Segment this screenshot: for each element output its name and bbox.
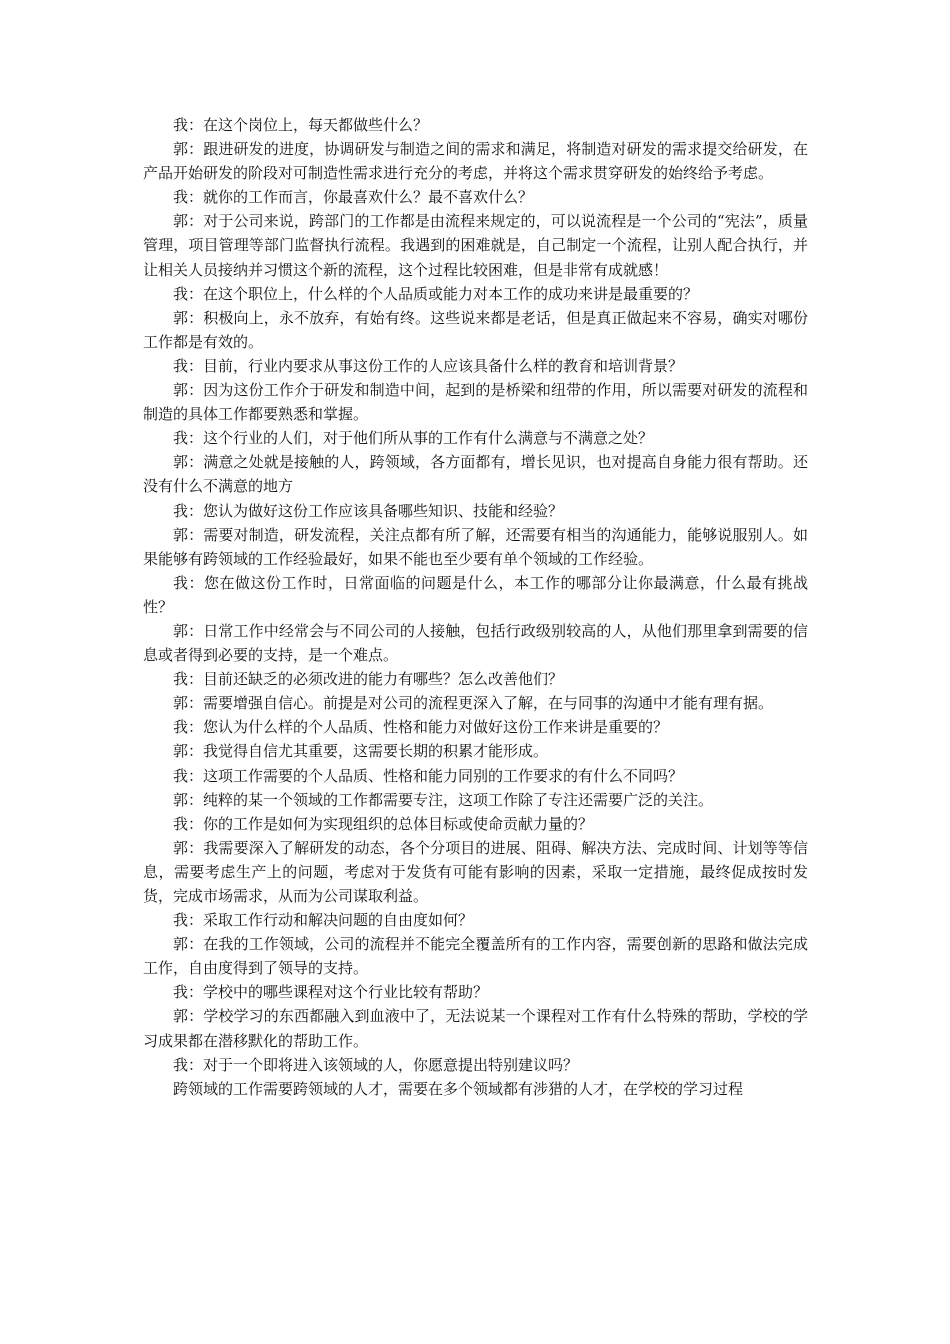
interview-paragraph: 郭：满意之处就是接触的人，跨领域，各方面都有，增长见识，也对提高自身能力很有帮助。还没有什么不满意的地方 <box>143 453 808 496</box>
interview-paragraph: 郭：积极向上，永不放弃，有始有终。这些说来都是老话，但是真正做起来不容易，确实对哪份工作都是有效的。 <box>143 308 808 351</box>
interview-paragraph: 我：您在做这份工作时，日常面临的问题是什么，本工作的哪部分让你最满意，什么最有挑战性？ <box>143 573 808 616</box>
interview-paragraph: 我：你的工作是如何为实现组织的总体目标或使命贡献力量的？ <box>173 814 594 833</box>
interview-paragraph: 郭：需要对制造，研发流程，关注点都有所了解，还需要有相当的沟通能力，能够说服别人。如果能够有跨领域的工作经验最好，如果不能也至少要有单个领域的工作经验。 <box>143 525 808 568</box>
interview-paragraph: 我：您认为做好这份工作应该具备哪些知识、技能和经验？ <box>173 501 564 520</box>
interview-paragraph: 我：采取工作行动和解决问题的自由度如何？ <box>173 911 474 930</box>
interview-paragraph: 我：对于一个即将进入该领域的人，你愿意提出特别建议吗？ <box>173 1055 579 1074</box>
interview-paragraph: 我：目前还缺乏的必须改进的能力有哪些？怎么改善他们？ <box>173 670 564 689</box>
interview-paragraph: 郭：日常工作中经常会与不同公司的人接触，包括行政级别较高的人，从他们那里拿到需要的信息或者得到必要的支持，是一个难点。 <box>143 621 808 665</box>
interview-paragraph: 郭：跟进研发的进度，协调研发与制造之间的需求和满足，将制造对研发的需求提交给研发，在产品开始研发的阶段对可制造性需求进行充分的考虑，并将这个需求贯穿研发的始终给予考虑。 <box>143 140 808 183</box>
interview-paragraph: 我：这项工作需要的个人品质、性格和能力同别的工作要求的有什么不同吗？ <box>173 766 684 785</box>
document-page <box>143 113 808 1101</box>
interview-paragraph: 我：学校中的哪些课程对这个行业比较有帮助？ <box>173 983 489 1002</box>
interview-paragraph: 郭：学校学习的东西都融入到血液中了，无法说某一个课程对工作有什么特殊的帮助，学校的学习成果都在潜移默化的帮助工作。 <box>143 1007 808 1050</box>
interview-paragraph: 郭：在我的工作领域，公司的流程并不能完全覆盖所有的工作内容，需要创新的思路和做法完成工作，自由度得到了领导的支持。 <box>143 935 808 978</box>
interview-paragraph: 跨领域的工作需要跨领域的人才，需要在多个领域都有涉猎的人才，在学校的学习过程 <box>173 1079 744 1098</box>
interview-paragraph: 我：目前，行业内要求从事这份工作的人应该具备什么样的教育和培训背景？ <box>173 356 684 375</box>
interview-paragraph: 我：您认为什么样的个人品质、性格和能力对做好这份工作来讲是重要的？ <box>173 718 669 737</box>
interview-paragraph: 郭：对于公司来说，跨部门的工作都是由流程来规定的，可以说流程是一个公司的“宪法”，质量管理，项目管理等部门监督执行流程。我遇到的困难就是，自己制定一个流程，让别人配合执行，并让相关人员接纳并习惯这个新的流程，这个过程比较困难，但是非常有成就感！ <box>143 212 808 279</box>
interview-paragraph: 我：就你的工作而言，你最喜欢什么？最不喜欢什么？ <box>173 188 534 207</box>
interview-paragraph: 郭：纯粹的某一个领域的工作都需要专注，这项工作除了专注还需要广泛的关注。 <box>173 790 714 809</box>
interview-paragraph: 郭：我觉得自信尤其重要，这需要长期的积累才能形成。 <box>173 742 549 761</box>
interview-paragraph: 我：这个行业的人们，对于他们所从事的工作有什么满意与不满意之处？ <box>173 429 654 448</box>
interview-paragraph: 郭：我需要深入了解研发的动态，各个分项目的进展、阻碍、解决方法、完成时间、计划等等信息，需要考虑生产上的问题，考虑对于发货有可能有影响的因素，采取一定措施，最终促成按时发货，完成市场需求，从而为公司谋取利益。 <box>143 838 808 905</box>
interview-paragraph: 我：在这个职位上，什么样的个人品质或能力对本工作的成功来讲是最重要的？ <box>173 284 699 303</box>
interview-paragraph: 我：在这个岗位上，每天都做些什么？ <box>173 116 429 134</box>
interview-paragraph: 郭：因为这份工作介于研发和制造中间，起到的是桥梁和纽带的作用，所以需要对研发的流程和制造的具体工作都要熟悉和掌握。 <box>143 381 808 424</box>
interview-paragraph: 郭：需要增强自信心。前提是对公司的流程更深入了解，在与同事的沟通中才能有理有据。 <box>173 694 774 713</box>
